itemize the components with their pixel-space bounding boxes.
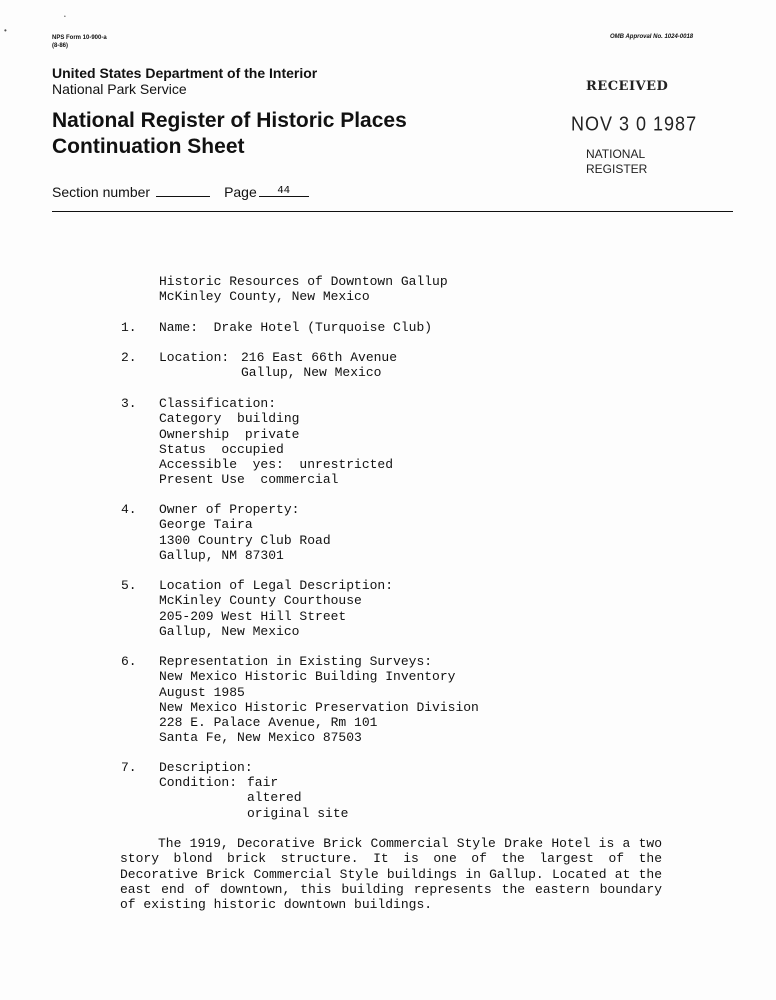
item-label: Description: <box>159 760 253 775</box>
section-number-label: Section number <box>52 184 151 200</box>
condition-2: altered <box>247 790 302 806</box>
classification-block <box>159 396 393 488</box>
owner-block <box>159 502 331 563</box>
classification-accessible: Accessible yes: unrestricted <box>159 457 394 473</box>
item-name <box>159 320 432 335</box>
heading-line-1: Historic Resources of Downtown Gallup <box>159 274 448 289</box>
agency-block <box>52 65 317 97</box>
item-label: Location: <box>159 350 230 365</box>
survey-line-3: New Mexico Historic Preservation Division <box>159 699 479 715</box>
surveys-block <box>159 654 479 746</box>
item-label: Owner of Property: <box>159 502 300 517</box>
item-label: Representation in Existing Surveys: <box>159 654 433 669</box>
heading-line-2: McKinley County, New Mexico <box>159 289 370 305</box>
description-paragraph: The 1919, Decorative Brick Commercial Style Drake Hotel is a two story blond brick structure. It is one of the largest of the Decorative Brick Commercial Style buildings in Gallup. Located at the east end of downtown, this building represents the eastern boundary of existing historic downtown buildings. <box>120 836 662 913</box>
item-label: Classification: <box>159 396 277 411</box>
section-number-field <box>156 184 210 197</box>
condition-values <box>247 775 348 821</box>
item-number: 3. <box>121 396 137 411</box>
owner-city: Gallup, NM 87301 <box>159 547 284 563</box>
location-value <box>241 350 397 381</box>
page-label: Page <box>224 184 257 200</box>
scan-mark: • <box>64 14 66 20</box>
location-line-1: 216 East 66th Avenue <box>241 350 398 365</box>
stamp-line-1: NATIONAL <box>586 147 646 161</box>
classification-ownership: Ownership private <box>159 426 300 442</box>
item-number: 6. <box>121 654 137 669</box>
classification-status: Status occupied <box>159 441 284 457</box>
owner-name: George Taira <box>159 517 253 533</box>
national-register-stamp <box>586 147 647 177</box>
form-title <box>52 108 407 160</box>
page-number-field <box>259 184 309 197</box>
item-label: Name: <box>159 320 199 335</box>
title-line-1: National Register of Historic Places <box>52 109 407 132</box>
item-number: 7. <box>121 760 137 775</box>
omb-approval: OMB Approval No. 1024-0018 <box>610 34 694 40</box>
location-line-2: Gallup, New Mexico <box>241 365 382 381</box>
survey-line-5: Santa Fe, New Mexico 87503 <box>159 730 362 746</box>
classification-present-use: Present Use commercial <box>159 472 339 488</box>
department-name: United States Department of the Interior <box>52 65 318 81</box>
scan-mark: • <box>4 26 7 35</box>
legal-line-3: Gallup, New Mexico <box>159 623 300 639</box>
document-heading <box>159 274 448 305</box>
legal-description-block <box>159 578 393 639</box>
page-number: 44 <box>277 185 291 196</box>
condition-3: original site <box>247 805 349 821</box>
survey-line-2: August 1985 <box>159 684 245 700</box>
legal-line-1: McKinley County Courthouse <box>159 593 362 609</box>
item-number: 1. <box>121 320 137 335</box>
condition-1: fair <box>247 775 279 790</box>
item-value: Drake Hotel (Turquoise Club) <box>213 320 433 335</box>
item-label: Location of Legal Description: <box>159 578 394 593</box>
form-revision: (8-86) <box>52 43 69 49</box>
form-identifier <box>52 34 107 50</box>
received-stamp: RECEIVED <box>586 79 669 94</box>
item-number: 5. <box>121 578 137 593</box>
received-date-stamp: NOV 3 0 1987 <box>571 112 698 136</box>
legal-line-2: 205-209 West Hill Street <box>159 608 347 624</box>
header-rule <box>52 211 733 212</box>
section-page-line <box>52 184 309 200</box>
form-number: NPS Form 10-900-a <box>52 35 107 41</box>
owner-street: 1300 Country Club Road <box>159 532 331 548</box>
agency-name: National Park Service <box>52 81 187 97</box>
item-number: 2. <box>121 350 137 365</box>
stamp-line-2: REGISTER <box>586 162 648 176</box>
item-number: 4. <box>121 502 137 517</box>
survey-line-4: 228 E. Palace Avenue, Rm 101 <box>159 715 378 731</box>
classification-category: Category building <box>159 411 300 427</box>
condition-label: Condition: <box>159 775 238 790</box>
title-line-2: Continuation Sheet <box>52 135 245 158</box>
survey-line-1: New Mexico Historic Building Inventory <box>159 669 456 685</box>
